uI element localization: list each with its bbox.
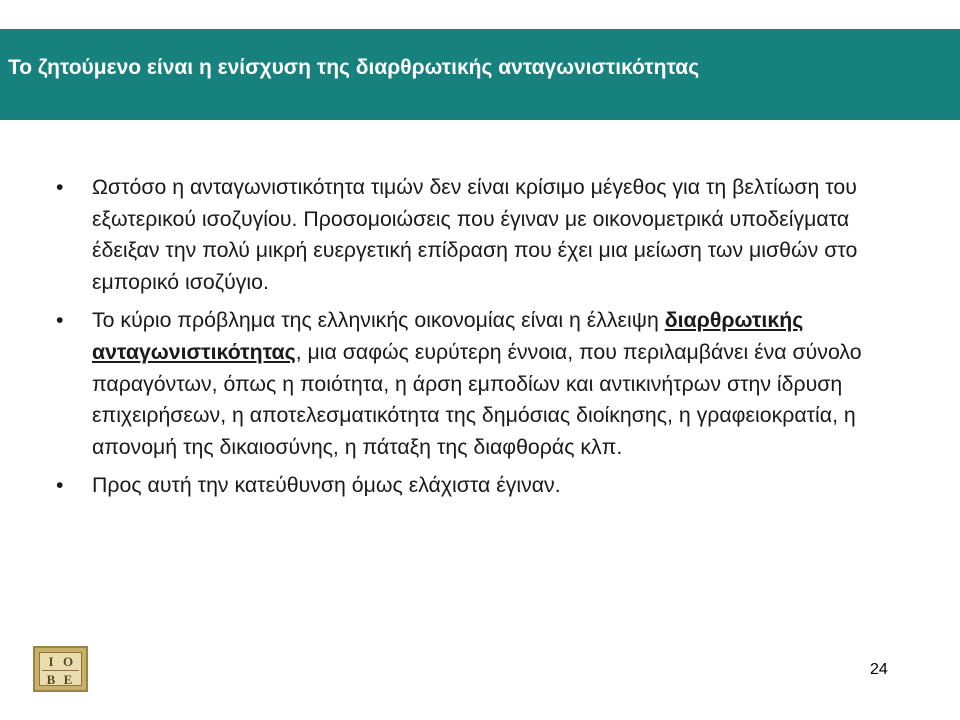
bullet-icon: •	[56, 308, 64, 333]
bullet-text	[92, 305, 916, 463]
bullet-text-part: , μια σαφώς ευρύτερη έννοια, που περιλαμβάνει ένα σύνολο παραγόντων, όπως η ποιότητα, η άρση εμποδίων και αντικινήτρων στην ίδρυση επιχειρήσεων, η αποτελεσματικότητα της δημόσιας διοίκησης, η γραφειοκρατία, η απονομή της δικαιοσύνης, η πάταξη της διαφθοράς κλπ.	[92, 339, 862, 459]
logo-letter: O	[62, 654, 74, 669]
bullet-icon: •	[56, 473, 64, 498]
logo-letter: B	[46, 672, 56, 687]
page-number: 24	[870, 661, 888, 678]
logo-letter: E	[63, 672, 73, 687]
logo-letter: I	[48, 654, 54, 669]
bullet-list	[56, 172, 916, 509]
bullet-text-part: Το κύριο πρόβλημα της ελληνικής οικονομίας είναι η έλλειψη	[92, 308, 665, 333]
slide-title: Το ζητούμενο είναι η ενίσχυση της διαρθρωτικής ανταγωνιστικότητας	[8, 56, 700, 79]
bullet-icon: •	[56, 175, 64, 199]
logo-frame	[39, 652, 82, 686]
bullet-item	[56, 172, 916, 298]
bullet-item	[56, 470, 916, 502]
bullet-text: Ωστόσο η ανταγωνιστικότητα τιμών δεν είναι κρίσιμο μέγεθος για τη βελτίωση του εξωτερικού ισοζυγίου. Προσομοιώσεις που έγιναν με οικονομετρικά υποδείγματα έδειξαν την πολύ μικρή ευεργετική επίδραση που έχει μια μείωση των μισθών στο εμπορικό ισοζύγιο.	[92, 175, 858, 294]
bullet-item	[56, 305, 916, 463]
bullet-text: Προς αυτή την κατεύθυνση όμως ελάχιστα έγιναν.	[92, 473, 561, 498]
logo-divider	[42, 670, 79, 671]
emphasized-term: διαρθρωτικής ανταγωνιστικότητας	[92, 308, 804, 364]
iobe-logo	[33, 646, 88, 692]
